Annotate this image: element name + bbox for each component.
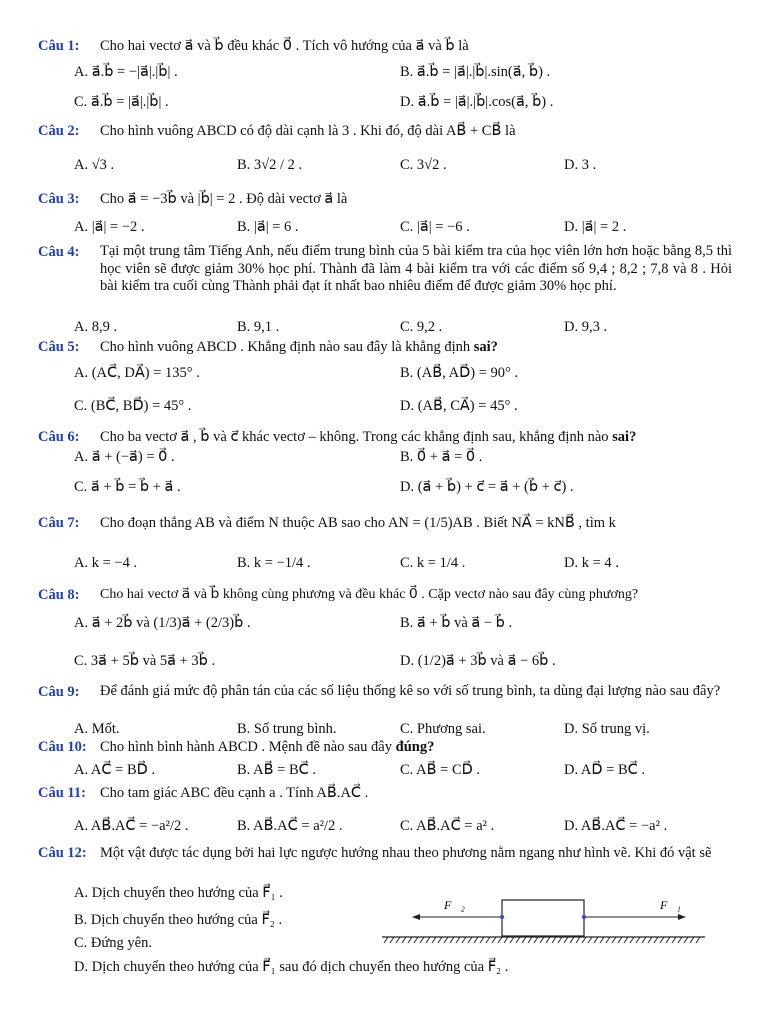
option-d: D. (a⃗ + b⃗) + c⃗ = a⃗ + (b⃗ + c⃗) . bbox=[400, 479, 574, 495]
question-5 bbox=[38, 338, 80, 356]
option-c: C. 3√2 . bbox=[400, 157, 447, 173]
option-a: A. 8,9 . bbox=[74, 319, 118, 335]
question-number: Câu 7: bbox=[38, 515, 80, 531]
question-text: Cho hai vectơ a⃗ và b⃗ không cùng phương và đều khác 0⃗ . Cặp vectơ nào sau đây cùng phương? bbox=[100, 587, 639, 602]
option-a: A. k = −4 . bbox=[74, 555, 138, 571]
option-c: C. k = 1/4 . bbox=[400, 555, 466, 571]
question-text: Cho hai vectơ a⃗ và b⃗ đều khác 0⃗ . Tích vô hướng của a⃗ và b⃗ là bbox=[100, 38, 469, 54]
question-3 bbox=[38, 190, 80, 208]
option-d: D. |a⃗| = 2 . bbox=[564, 219, 627, 235]
option-a: A. AB⃗.AC⃗ = −a²/2 . bbox=[74, 818, 189, 834]
option-b: B. AB⃗ = BC⃗ . bbox=[237, 762, 317, 778]
question-number: Câu 6: bbox=[38, 429, 80, 445]
question-number: Câu 9: bbox=[38, 684, 80, 700]
question-text bbox=[100, 738, 434, 756]
question-number: Câu 3: bbox=[38, 191, 80, 207]
right-force-label: F⃗₁ bbox=[660, 898, 681, 912]
question-text: Tại một trung tâm Tiếng Anh, nếu điểm trung bình của 5 bài kiểm tra của học viên lớn hơn hoặc bằng 8,5 thì học viên sẽ được giảm 30% học phí. Thành đã làm 4 bài kiểm tra với các điểm số 9,4 ; 8,2 ; 7,8 và 8 . Hỏi bài kiểm tra cuối cùng Thành phải đạt ít nhất bao nhiêu điểm để được giảm 30% học phí. bbox=[100, 243, 732, 294]
right-attach-point bbox=[582, 915, 586, 919]
question-9 bbox=[38, 683, 80, 701]
option-b: B. k = −1/4 . bbox=[237, 555, 311, 571]
option-d: D. Dịch chuyển theo hướng của F⃗₁ sau đó dịch chuyển theo hướng của F⃗₂ . bbox=[74, 959, 509, 975]
option-a: A. |a⃗| = −2 . bbox=[74, 219, 145, 235]
question-text bbox=[100, 338, 498, 356]
question-stem: Cho ba vectơ a⃗ , b⃗ và c⃗ khác vectơ – không. Trong các khẳng định sau, khẳng định nào bbox=[100, 429, 609, 445]
question-number: Câu 4: bbox=[38, 244, 80, 260]
question-number: Câu 8: bbox=[38, 587, 80, 603]
option-b: B. Số trung bình. bbox=[237, 721, 337, 737]
question-7 bbox=[38, 514, 80, 532]
question-text bbox=[100, 428, 636, 446]
ground-hatch bbox=[384, 937, 700, 943]
option-c: C. |a⃗| = −6 . bbox=[400, 219, 470, 235]
option-a: A. √3 . bbox=[74, 157, 115, 173]
option-c: C. AB⃗ = CD⃗ . bbox=[400, 762, 481, 778]
question-11 bbox=[38, 784, 86, 802]
emphasis: sai? bbox=[612, 429, 637, 445]
question-stem: Cho hình bình hành ABCD . Mệnh đề nào sau đây bbox=[100, 739, 392, 755]
option-a: A. a⃗ + 2b⃗ và (1/3)a⃗ + (2/3)b⃗ . bbox=[74, 615, 251, 631]
force-diagram bbox=[380, 890, 710, 950]
emphasis: sai? bbox=[473, 339, 498, 355]
left-arrowhead bbox=[412, 914, 420, 920]
option-d: D. k = 4 . bbox=[564, 555, 619, 571]
option-a: A. AC⃗ = BD⃗ . bbox=[74, 762, 156, 778]
option-d: D. 3 . bbox=[564, 157, 597, 173]
left-attach-point bbox=[500, 915, 504, 919]
option-d: D. 9,3 . bbox=[564, 319, 608, 335]
emphasis: đúng? bbox=[395, 739, 435, 755]
question-text: Cho a⃗ = −3b⃗ và |b⃗| = 2 . Độ dài vectơ a⃗ là bbox=[100, 191, 348, 207]
question-text: Để đánh giá mức độ phân tán của các số liệu thống kê so với số trung bình, ta dùng đại lượng nào sau đây? bbox=[100, 683, 721, 699]
right-arrowhead bbox=[678, 914, 686, 920]
option-d: D. Số trung vị. bbox=[564, 721, 650, 737]
option-c: C. Phương sai. bbox=[400, 721, 486, 737]
object-box bbox=[502, 900, 584, 936]
option-c: C. 3a⃗ + 5b⃗ và 5a⃗ + 3b⃗ . bbox=[74, 653, 216, 669]
option-a: A. Mốt. bbox=[74, 721, 120, 737]
option-c: C. (BC⃗, BD⃗) = 45° . bbox=[74, 398, 192, 414]
option-b: B. a⃗ + b⃗ và a⃗ − b⃗ . bbox=[400, 615, 513, 631]
question-number: Câu 1: bbox=[38, 38, 80, 54]
question-2 bbox=[38, 122, 80, 140]
option-b: B. |a⃗| = 6 . bbox=[237, 219, 299, 235]
question-text: Cho hình vuông ABCD có độ dài cạnh là 3 . Khi đó, độ dài AB⃗ + CB⃗ là bbox=[100, 123, 516, 139]
question-4 bbox=[38, 243, 80, 261]
question-text: Một vật được tác dụng bởi hai lực ngược hướng nhau theo phương nằm ngang như hình vẽ. Khi đó vật sẽ bbox=[100, 845, 712, 861]
question-number: Câu 10: bbox=[38, 739, 87, 755]
option-c: C. AB⃗.AC⃗ = a² . bbox=[400, 818, 495, 834]
left-force-label: F⃗₂ bbox=[444, 898, 465, 912]
option-d: D. AB⃗.AC⃗ = −a² . bbox=[564, 818, 668, 834]
question-number: Câu 11: bbox=[38, 785, 86, 801]
option-d: D. AD⃗ = BC⃗ . bbox=[564, 762, 646, 778]
question-number: Câu 12: bbox=[38, 845, 87, 861]
option-b: B. a⃗.b⃗ = |a⃗|.|b⃗|.sin(a⃗, b⃗) . bbox=[400, 64, 551, 80]
question-1 bbox=[38, 37, 80, 55]
question-text: Cho tam giác ABC đều cạnh a . Tính AB⃗.AC⃗ . bbox=[100, 785, 369, 801]
option-c: C. Đứng yên. bbox=[74, 935, 152, 951]
option-b: B. Dịch chuyển theo hướng của F⃗₂ . bbox=[74, 912, 283, 928]
question-stem: Cho hình vuông ABCD . Khẳng định nào sau đây là khẳng định bbox=[100, 339, 471, 355]
option-c: C. 9,2 . bbox=[400, 319, 443, 335]
question-number: Câu 5: bbox=[38, 339, 80, 355]
option-a: A. Dịch chuyển theo hướng của F⃗₁ . bbox=[74, 885, 283, 901]
option-c: C. a⃗.b⃗ = |a⃗|.|b⃗| . bbox=[74, 94, 169, 110]
option-b: B. (AB⃗, AD⃗) = 90° . bbox=[400, 365, 519, 381]
option-a: A. a⃗.b⃗ = −|a⃗|.|b⃗| . bbox=[74, 64, 178, 80]
option-a: A. (AC⃗, DA⃗) = 135° . bbox=[74, 365, 200, 381]
question-8 bbox=[38, 586, 80, 604]
option-a: A. a⃗ + (−a⃗) = 0⃗ . bbox=[74, 449, 175, 465]
option-c: C. a⃗ + b⃗ = b⃗ + a⃗ . bbox=[74, 479, 181, 495]
option-d: D. (AB⃗, CA⃗) = 45° . bbox=[400, 398, 518, 414]
option-d: D. (1/2)a⃗ + 3b⃗ và a⃗ − 6b⃗ . bbox=[400, 653, 556, 669]
option-b: B. 9,1 . bbox=[237, 319, 280, 335]
option-d: D. a⃗.b⃗ = |a⃗|.|b⃗|.cos(a⃗, b⃗) . bbox=[400, 94, 554, 110]
question-10 bbox=[38, 738, 87, 756]
option-b: B. 3√2 / 2 . bbox=[237, 157, 303, 173]
question-6 bbox=[38, 428, 80, 446]
option-b: B. 0⃗ + a⃗ = 0⃗ . bbox=[400, 449, 483, 465]
question-number: Câu 2: bbox=[38, 123, 80, 139]
option-b: B. AB⃗.AC⃗ = a²/2 . bbox=[237, 818, 343, 834]
question-text: Cho đoạn thẳng AB và điểm N thuộc AB sao cho AN = (1/5)AB . Biết NA⃗ = kNB⃗ , tìm k bbox=[100, 515, 616, 531]
